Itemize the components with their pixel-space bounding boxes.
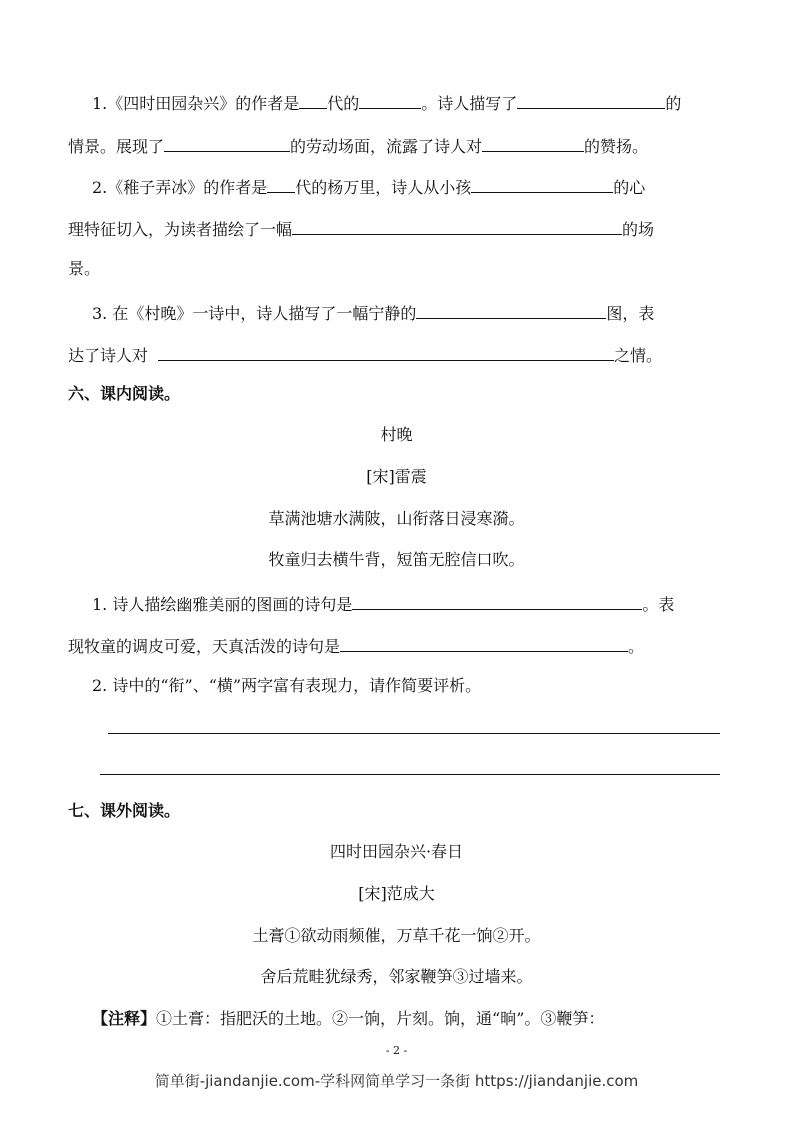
poem-author: [宋]范成大 bbox=[358, 884, 435, 903]
text: 1. 诗人描绘幽雅美丽的图画的诗句是 bbox=[92, 595, 353, 614]
text: 。诗人描写了 bbox=[421, 94, 518, 113]
poem-line: 舍后荒畦犹绿秀，邻家鞭笋③过墙来。 bbox=[260, 967, 533, 986]
annotation bbox=[92, 1008, 604, 1030]
answer-blank[interactable] bbox=[340, 633, 628, 652]
answer-blank[interactable] bbox=[416, 300, 606, 319]
answer-blank[interactable] bbox=[352, 591, 642, 610]
answer-blank[interactable] bbox=[158, 342, 614, 361]
text: 的 bbox=[665, 94, 682, 113]
text: 的赞扬。 bbox=[584, 137, 649, 156]
text: 2.《稚子弄冰》的作者是 bbox=[92, 178, 268, 197]
text: 达了诗人对 bbox=[68, 346, 149, 365]
text: 图，表 bbox=[606, 304, 655, 323]
s5-q2-line1 bbox=[92, 174, 645, 196]
answer-line[interactable] bbox=[100, 774, 720, 775]
poem-title: 四时田园杂兴·春日 bbox=[329, 842, 464, 861]
text: 情景。展现了 bbox=[68, 137, 165, 156]
text: 的场 bbox=[622, 220, 655, 239]
text: 之情。 bbox=[614, 346, 663, 365]
footer-watermark: 简单街-jiandanjie.com-学科网简单学习一条街 https://jiandanjie.com bbox=[154, 1072, 639, 1090]
page-number: - 2 - bbox=[385, 1044, 408, 1057]
s5-q3-line1 bbox=[92, 300, 654, 322]
poem-title: 村晚 bbox=[380, 425, 413, 444]
s6-q2: 2. 诗中的“衔”、“横”两字富有表现力，请作简要评析。 bbox=[92, 676, 482, 695]
s6-q1-line2 bbox=[68, 633, 644, 655]
answer-blank[interactable] bbox=[299, 90, 327, 109]
s6-q1-line1 bbox=[92, 591, 674, 613]
text: 现牧童的调皮可爱，天真活泼的诗句是 bbox=[68, 637, 341, 656]
text: 1.《四时田园杂兴》的作者是 bbox=[92, 94, 300, 113]
section6-heading: 六、课内阅读。 bbox=[68, 384, 181, 403]
s5-q2-line2 bbox=[68, 216, 654, 238]
poem-line: 草满池塘水满陂，山衔落日浸寒漪。 bbox=[268, 509, 525, 528]
answer-blank[interactable] bbox=[267, 174, 295, 193]
text: 。表 bbox=[642, 595, 675, 614]
s5-q1-line2 bbox=[68, 133, 648, 155]
s5-q1-line1 bbox=[92, 90, 681, 112]
text: 代的 bbox=[327, 94, 360, 113]
poem-author: [宋]雷震 bbox=[366, 467, 427, 486]
text: 的劳动场面，流露了诗人对 bbox=[290, 137, 483, 156]
text: 理特征切入，为读者描绘了一幅 bbox=[68, 220, 293, 239]
answer-blank[interactable] bbox=[359, 90, 421, 109]
text: 3. 在《村晚》一诗中，诗人描写了一幅宁静的 bbox=[92, 304, 417, 323]
text: 。 bbox=[628, 637, 645, 656]
s5-q3-line2 bbox=[68, 342, 662, 364]
answer-blank[interactable] bbox=[517, 90, 665, 109]
answer-blank[interactable] bbox=[292, 216, 622, 235]
note-tag: 【注释】 bbox=[92, 1009, 157, 1028]
s5-q2-line3: 景。 bbox=[68, 259, 101, 278]
poem-line: 牧童归去横牛背，短笛无腔信口吹。 bbox=[268, 550, 525, 569]
section7-heading: 七、课外阅读。 bbox=[68, 801, 181, 820]
answer-line[interactable] bbox=[108, 733, 720, 734]
answer-blank[interactable] bbox=[482, 133, 584, 152]
poem-line: 土膏①欲动雨频催，万草千花一饷②开。 bbox=[252, 926, 541, 945]
answer-blank[interactable] bbox=[164, 133, 290, 152]
text: 代的杨万里，诗人从小孩 bbox=[295, 178, 472, 197]
note-text: ①土膏：指肥沃的土地。②一饷，片刻。饷，通“晌”。③鞭笋： bbox=[156, 1009, 605, 1028]
answer-blank[interactable] bbox=[471, 174, 613, 193]
text: 的心 bbox=[613, 178, 646, 197]
